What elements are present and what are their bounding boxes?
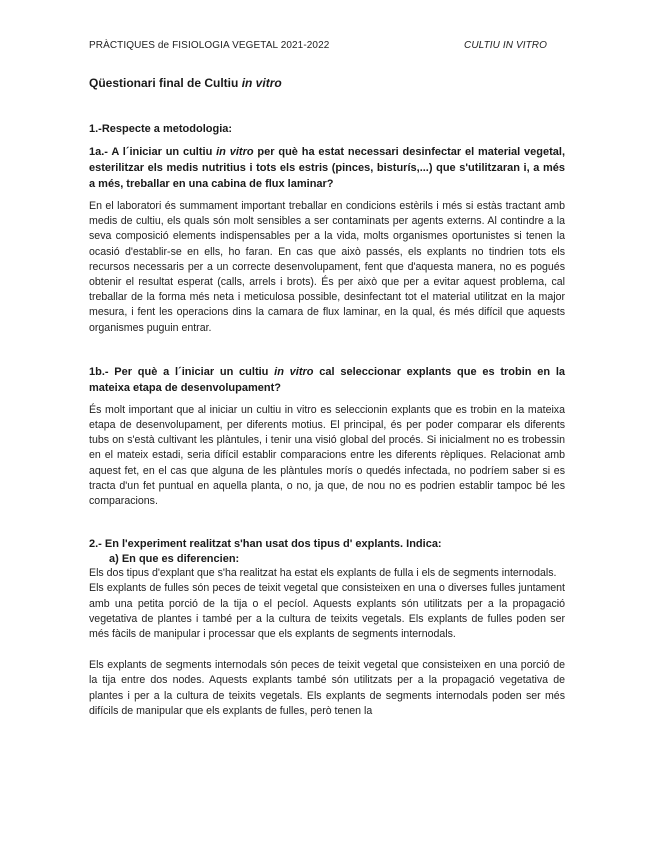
section-2-heading: 2.- En l'experiment realitzat s'han usat dos tipus d' explants. Indica: (89, 538, 442, 551)
header-course-title: PRÀCTIQUES de FISIOLOGIA VEGETAL 2021-2022 (89, 40, 330, 51)
answer-2a-paragraph-3: Els explants de segments internodals són peces de teixit vegetal que consisteixen en una porció de la tija entre dos nodes. Aquests explants també són utilitzats per a la propagació vegetativa de plantes i per a la cultura de teixits vegetals. Els explants de segments internodals poden ser més difícils de manipular que els explants de fulles, però tenen la (89, 659, 565, 717)
answer-1b: És molt important que al iniciar un cultiu in vitro es seleccionin explants que es trobin en la mateixa etapa de desenvolupament, per diferents motius. El principal, és per poder comparar els diferents tubs on s'està cultivant les plàntules, i tenir una visió global del procés. Si inicialment no es trobessin en el mateix estadi, seria difícil establir comparacions entre les diferents rèpliques. Relacionat amb aquest fet, en el cas que alguna de les plàntules morís o quedés infectada, no podríem saber si es tracta d'un fet puntual en aquella planta, o no, ja que, de nou no es podrien establir tampoc bé les comparacions. (89, 403, 565, 508)
answer-1a: En el laboratori és summament important treballar en condicions estèrils i més si estàs tractant amb medis de cultiu, els quals són molt sensibles a ser contaminats per agents externs. Al contindre a la seva composició elements indispensables per a la vida, molts organismes oportunistes si tenen la ocasió d'establir-se en ells, ho faran. En cas que això passés, els explants no tindrien tots els recursos necessaris per a un correcte desenvolupament, fent que d'aquesta manera, no es pogués obtenir el resultat esperat (calls, arrels i brots). És per això que per a evitar aquest problema, cal treballar de la forma més neta i meticulosa possible, desinfectant tot el material utilitzat en la major mesura, i fent les operacions dins la camara de flux laminar, en la qual, és més difícil que aquests organismes puguin entrar. (89, 200, 565, 334)
page-title: Qüestionari final de Cultiu in vitro (89, 76, 282, 90)
section-1-heading: 1.-Respecte a metodologia: (89, 123, 233, 135)
header-topic: CULTIU IN VITRO (464, 40, 547, 51)
question-1a: 1a.- A l´iniciar un cultiu in vitro per què ha estat necessari desinfectar el material vegetal, esterilitzar els medis nutritius i tots els estris (pinces, bisturís,...) que s'utilitzaran i, a més a més, treballar en una cabina de flux laminar? (89, 146, 566, 190)
document-body (89, 76, 565, 719)
sub-question-a: a) En que es diferencien: (109, 553, 240, 566)
question-1b: 1b.- Per què a l´iniciar un cultiu in vitro cal seleccionar explants que es trobin en la mateixa etapa de desenvolupament? (89, 365, 565, 394)
answer-2a-paragraph-1: Els dos tipus d'explant que s'ha realitzat ha estat els explants de fulla i els de segments internodals. (89, 567, 557, 580)
answer-2a-paragraph-2: Els explants de fulles són peces de teixit vegetal que consisteixen en una o diverses fulles juntament amb una petita porció de la tija o el pecíol. Aquests explants són utilitzats per a la propagació vegetativa de plantes i també per a la cultura de teixits vegetals. Els explants de fulles poden ser més fàcils de manipular i processar que els explants de segments internodals. (89, 582, 565, 641)
